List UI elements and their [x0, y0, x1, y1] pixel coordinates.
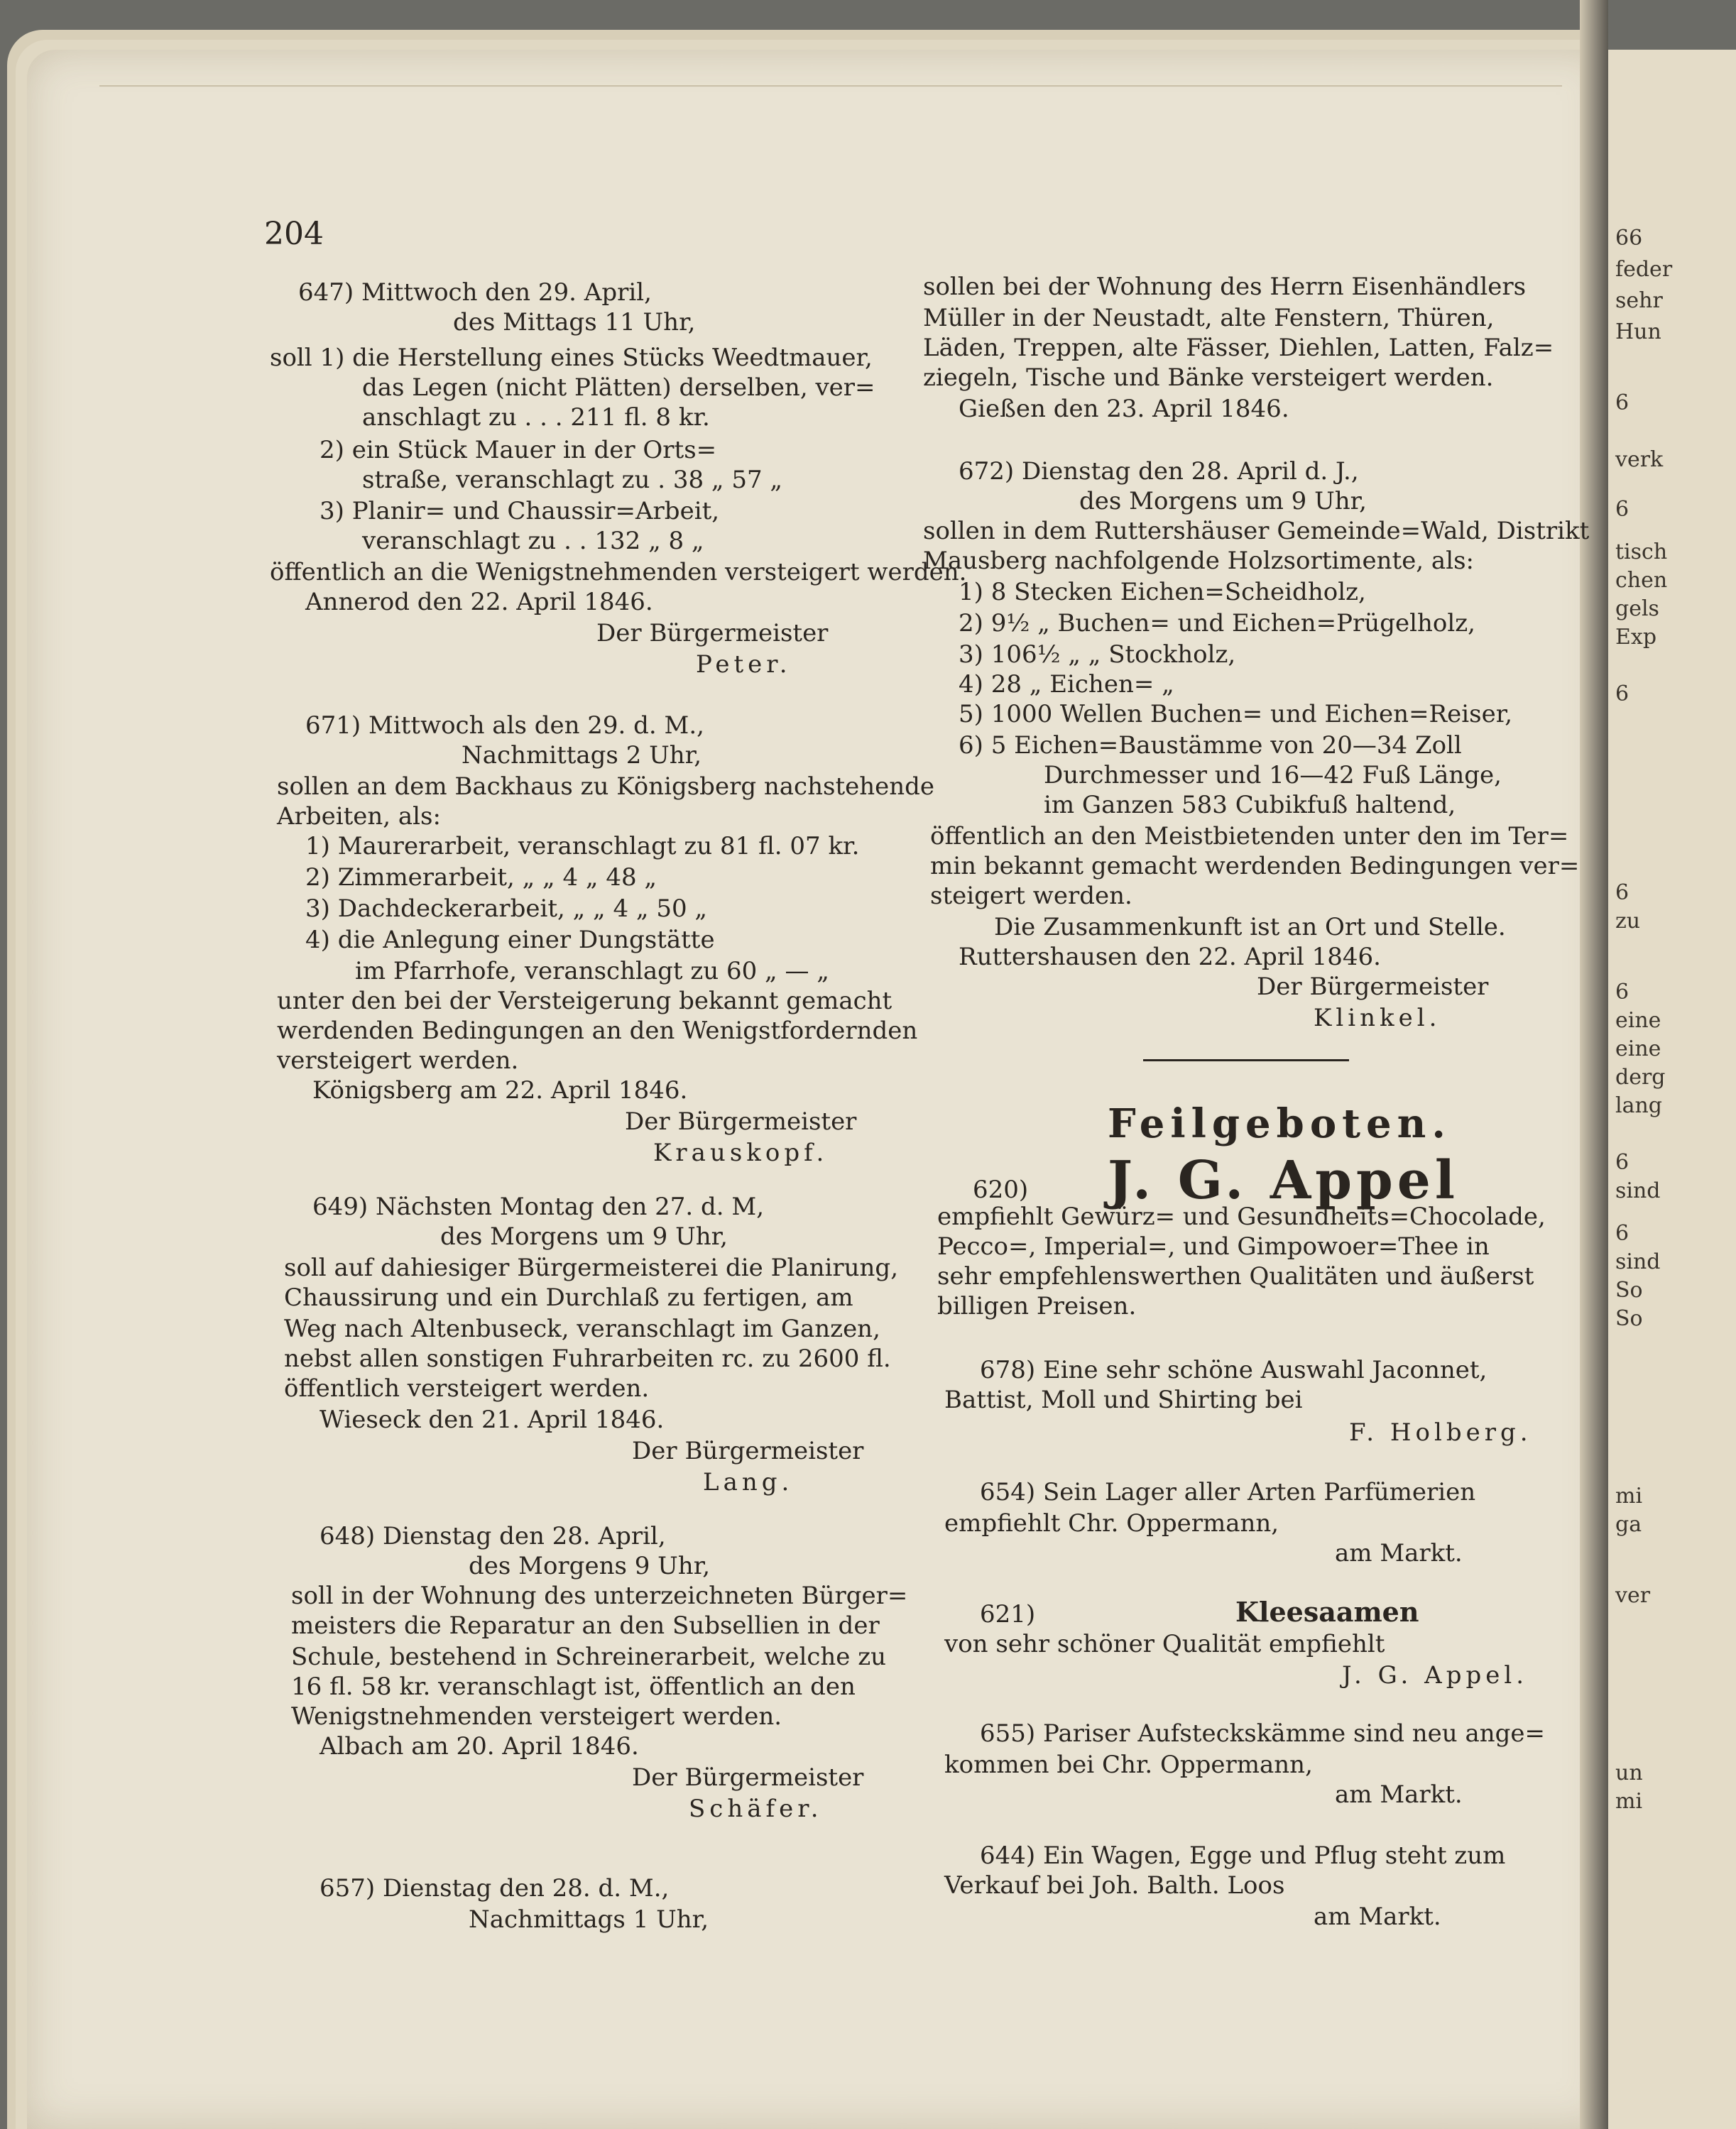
text-line: 655) Pariser Aufsteckskämme sind neu ange=	[980, 1719, 1546, 1748]
text-line: Der Bürgermeister	[1257, 973, 1489, 1001]
neighbor-text-fragment: 6	[1615, 880, 1629, 905]
neighbor-text-fragment: ver	[1615, 1583, 1651, 1608]
neighbor-page	[1608, 50, 1736, 2129]
text-line: soll 1) die Herstellung eines Stücks Weedtmauer,	[270, 344, 873, 372]
text-line: nebst allen sonstigen Fuhrarbeiten rc. zu 2600 fl.	[284, 1345, 891, 1373]
text-line: Durchmesser und 16—42 Fuß Länge,	[1044, 761, 1502, 789]
neighbor-text-fragment: 6	[1615, 1221, 1629, 1246]
text-line: Chaussirung und ein Durchlaß zu fertigen, am	[284, 1284, 853, 1312]
text-line: Der Bürgermeister	[596, 619, 829, 647]
text-line: des Mittags 11 Uhr,	[453, 308, 696, 336]
section-divider	[1143, 1059, 1349, 1061]
neighbor-text-fragment: Hun	[1615, 319, 1661, 344]
text-line: Schule, bestehend in Schreinerarbeit, welche zu	[291, 1643, 887, 1671]
neighbor-text-fragment: mi	[1615, 1484, 1643, 1509]
text-line: 2) Zimmerarbeit, „ „ 4 „ 48 „	[305, 863, 657, 892]
text-line: 2) 9½ „ Buchen= und Eichen=Prügelholz,	[959, 609, 1475, 637]
neighbor-text-fragment: So	[1615, 1306, 1643, 1331]
text-line: billigen Preisen.	[937, 1292, 1137, 1320]
text-line: versteigert werden.	[277, 1046, 519, 1075]
neighbor-text-fragment: ga	[1615, 1512, 1642, 1537]
text-line: Ruttershausen den 22. April 1846.	[959, 943, 1381, 971]
neighbor-text-fragment: verk	[1615, 447, 1664, 472]
text-line: 6) 5 Eichen=Baustämme von 20—34 Zoll	[959, 731, 1462, 760]
appel-ad-number: 620)	[973, 1176, 1029, 1204]
text-line: werdenden Bedingungen an den Wenigstfordernden	[277, 1017, 918, 1045]
text-line: Battist, Moll und Shirting bei	[944, 1386, 1303, 1414]
text-line: 1) Maurerarbeit, veranschlagt zu 81 fl. 07 kr.	[305, 832, 860, 860]
text-line: des Morgens 9 Uhr,	[469, 1552, 711, 1580]
text-line: im Pfarrhofe, veranschlagt zu 60 „ — „	[355, 957, 829, 985]
text-line: empfiehlt Chr. Oppermann,	[944, 1509, 1279, 1538]
text-line: ziegeln, Tische und Bänke versteigert werden.	[923, 363, 1494, 392]
neighbor-text-fragment: 6	[1615, 390, 1629, 415]
page-number: 204	[264, 216, 324, 252]
text-line: Annerod den 22. April 1846.	[305, 588, 653, 616]
text-line: am Markt.	[1335, 1539, 1463, 1567]
book-gutter	[1580, 0, 1608, 2129]
text-line: von sehr schöner Qualität empfiehlt	[944, 1630, 1385, 1658]
text-line: sollen in dem Ruttershäuser Gemeinde=Wald, Distrikt	[923, 517, 1590, 545]
text-line: Klinkel.	[1314, 1004, 1441, 1032]
text-line: 678) Eine sehr schöne Auswahl Jaconnet,	[980, 1356, 1487, 1384]
neighbor-text-fragment: sind	[1615, 1178, 1661, 1203]
neighbor-text-fragment: eine	[1615, 1036, 1661, 1061]
top-rule	[99, 85, 1562, 87]
text-line: 3) Dachdeckerarbeit, „ „ 4 „ 50 „	[305, 894, 708, 923]
neighbor-text-fragment: mi	[1615, 1789, 1643, 1814]
neighbor-text-fragment: sehr	[1615, 288, 1663, 313]
neighbor-text-fragment: Exp	[1615, 625, 1657, 650]
neighbor-text-fragment: 6	[1615, 980, 1629, 1005]
text-line: Krauskopf.	[653, 1139, 829, 1167]
text-line: steigert werden.	[930, 882, 1132, 910]
neighbor-text-fragment: feder	[1615, 257, 1673, 282]
text-line: Arbeiten, als:	[277, 802, 441, 831]
text-line: Nachmittags 1 Uhr,	[469, 1905, 709, 1934]
text-line: Gießen den 23. April 1846.	[959, 395, 1289, 423]
text-line: Läden, Treppen, alte Fässer, Diehlen, Latten, Falz=	[923, 334, 1554, 362]
text-line: öffentlich an den Meistbietenden unter den im Ter=	[930, 822, 1569, 850]
text-line: Albach am 20. April 1846.	[320, 1732, 639, 1761]
neighbor-text-fragment: chen	[1615, 568, 1668, 593]
text-line: Weg nach Altenbuseck, veranschlagt im Ganzen,	[284, 1315, 880, 1343]
text-line: des Morgens um 9 Uhr,	[440, 1222, 728, 1251]
text-line: kommen bei Chr. Oppermann,	[944, 1751, 1313, 1779]
neighbor-text-fragment: 6	[1615, 497, 1629, 522]
text-line: Wenigstnehmenden versteigert werden.	[291, 1702, 782, 1731]
text-line: Pecco=, Imperial=, und Gimpowoer=Thee in	[937, 1232, 1490, 1261]
text-line: 4) die Anlegung einer Dungstätte	[305, 926, 715, 954]
text-line: 672) Dienstag den 28. April d. J.,	[959, 457, 1359, 486]
text-line: 16 fl. 58 kr. veranschlagt ist, öffentlich an den	[291, 1673, 856, 1701]
neighbor-text-fragment: gels	[1615, 596, 1659, 621]
text-line: 5) 1000 Wellen Buchen= und Eichen=Reiser,	[959, 700, 1513, 728]
text-line: meisters die Reparatur an den Subsellien in der	[291, 1611, 880, 1640]
text-line: 4) 28 „ Eichen= „	[959, 670, 1174, 699]
text-line: 649) Nächsten Montag den 27. d. M,	[312, 1193, 765, 1221]
text-line: Schäfer.	[689, 1795, 823, 1823]
feilgeboten-heading: Feilgeboten.	[1108, 1100, 1451, 1147]
text-line: soll in der Wohnung des unterzeichneten Bürger=	[291, 1582, 908, 1610]
text-line: anschlagt zu . . . 211 fl. 8 kr.	[362, 403, 710, 432]
text-line: 657) Dienstag den 28. d. M.,	[320, 1874, 670, 1903]
text-line: Mausberg nachfolgende Holzsortimente, als:	[923, 547, 1474, 575]
neighbor-text-fragment: zu	[1615, 909, 1641, 934]
text-line: 3) Planir= und Chaussir=Arbeit,	[320, 497, 720, 525]
text-line: Königsberg am 22. April 1846.	[312, 1076, 688, 1105]
text-line: am Markt.	[1314, 1903, 1441, 1931]
text-line: öffentlich an die Wenigstnehmenden versteigert werden.	[270, 558, 967, 586]
appel-name: J. G. Appel	[1108, 1150, 1459, 1211]
text-line: Nachmittags 2 Uhr,	[462, 741, 702, 770]
text-line: öffentlich versteigert werden.	[284, 1374, 650, 1403]
text-line: 647) Mittwoch den 29. April,	[298, 278, 652, 307]
text-line: am Markt.	[1335, 1780, 1463, 1809]
text-line: Der Bürgermeister	[632, 1763, 864, 1792]
text-line: im Ganzen 583 Cubikfuß haltend,	[1044, 791, 1456, 819]
text-line: soll auf dahiesiger Bürgermeisterei die Planirung,	[284, 1254, 899, 1282]
neighbor-text-fragment: 66	[1615, 226, 1643, 251]
text-line: Wieseck den 21. April 1846.	[320, 1406, 665, 1434]
text-line: des Morgens um 9 Uhr,	[1079, 487, 1367, 515]
neighbor-text-fragment: sind	[1615, 1249, 1661, 1274]
text-line: sollen an dem Backhaus zu Königsberg nachstehende	[277, 772, 935, 801]
neighbor-text-fragment: eine	[1615, 1008, 1661, 1033]
neighbor-text-fragment: lang	[1615, 1093, 1663, 1118]
neighbor-text-fragment: 6	[1615, 1150, 1629, 1175]
text-line: 621)	[980, 1600, 1036, 1629]
text-line: min bekannt gemacht werdenden Bedingungen ver=	[930, 852, 1580, 880]
text-line: F. Holberg.	[1349, 1418, 1532, 1447]
neighbor-text-fragment: tisch	[1615, 540, 1668, 564]
text-line: veranschlagt zu . . 132 „ 8 „	[362, 527, 704, 555]
neighbor-text-fragment: un	[1615, 1761, 1643, 1785]
text-line: Der Bürgermeister	[632, 1437, 864, 1465]
text-line: 644) Ein Wagen, Egge und Pflug steht zum	[980, 1841, 1506, 1870]
text-line: sehr empfehlenswerthen Qualitäten und äußerst	[937, 1262, 1534, 1291]
text-line: Müller in der Neustadt, alte Fenstern, Thüren,	[923, 304, 1495, 332]
text-line: Peter.	[696, 650, 792, 679]
text-line: sollen bei der Wohnung des Herrn Eisenhändlers	[923, 273, 1527, 301]
text-line: Verkauf bei Joh. Balth. Loos	[944, 1871, 1285, 1900]
text-line: das Legen (nicht Plätten) derselben, ver=	[362, 373, 875, 402]
text-line: J. G. Appel.	[1342, 1661, 1529, 1690]
neighbor-text-fragment: derg	[1615, 1065, 1666, 1090]
text-line: 1) 8 Stecken Eichen=Scheidholz,	[959, 578, 1366, 606]
text-line: 2) ein Stück Mauer in der Orts=	[320, 436, 717, 464]
text-line: Die Zusammenkunft ist an Ort und Stelle.	[994, 913, 1506, 941]
text-line: Lang.	[703, 1468, 794, 1496]
text-line: 671) Mittwoch als den 29. d. M.,	[305, 711, 704, 740]
neighbor-text-fragment: So	[1615, 1278, 1643, 1303]
text-line: 654) Sein Lager aller Arten Parfümerien	[980, 1478, 1476, 1506]
kleesaamen-title: Kleesaamen	[1235, 1596, 1419, 1628]
text-line: straße, veranschlagt zu . 38 „ 57 „	[362, 466, 783, 494]
text-line: 648) Dienstag den 28. April,	[320, 1522, 666, 1550]
text-line: unter den bei der Versteigerung bekannt gemacht	[277, 987, 892, 1015]
text-line: Der Bürgermeister	[625, 1107, 857, 1136]
text-line: 3) 106½ „ „ Stockholz,	[959, 640, 1236, 669]
text-line: empfiehlt Gewürz= und Gesundheits=Chocolade,	[937, 1203, 1546, 1231]
neighbor-text-fragment: 6	[1615, 682, 1629, 706]
